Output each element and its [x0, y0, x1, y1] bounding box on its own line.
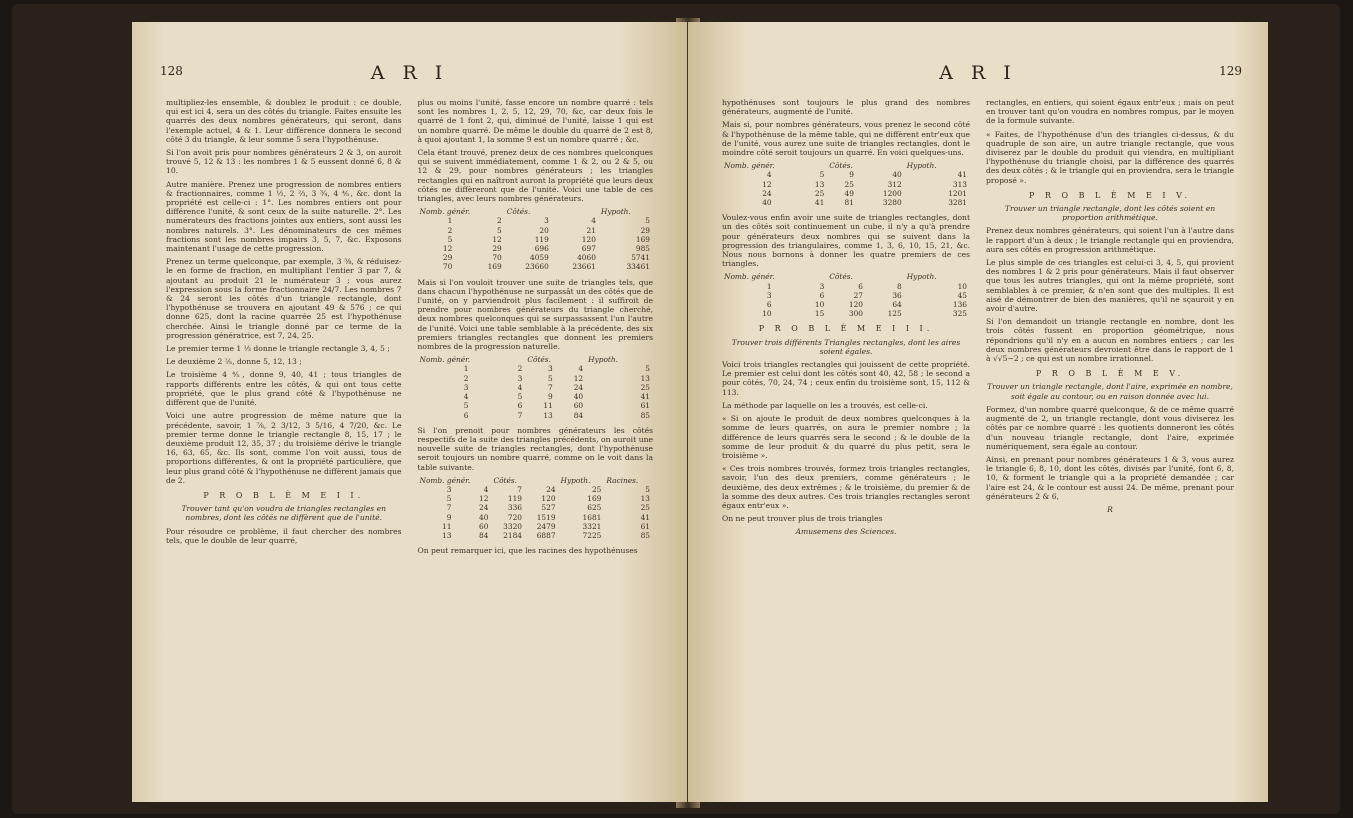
table-cell: 61 [640, 521, 650, 531]
table-cell: 4 [766, 170, 772, 180]
table-4 [722, 161, 970, 207]
table-cell: 33461 [626, 262, 650, 272]
table-cell: 6887 [536, 530, 556, 540]
table-cell: 11 [543, 401, 553, 411]
table-cell: 1200 [882, 188, 902, 198]
table-cell: 27 [853, 290, 863, 300]
paragraph: hypothénuses sont toujours le plus grand des nombres générateurs, augmenté de l'unité. [722, 98, 970, 117]
table-cell: 7 [517, 410, 523, 420]
paragraph: Mais si, pour nombres générateurs, vous prenez le second côté & l'hypothénuse de la même table, qui ne diffèrent entr'eux que de l'unité, vous aurez une suite de triangles rectangles, dont le moindre côté seroit toujours un quarré. En voici quelques-uns. [722, 120, 970, 158]
table-3 [418, 476, 654, 540]
table-cell: 325 [952, 309, 967, 319]
table-1 [418, 207, 654, 271]
book-spread [12, 4, 1340, 814]
paragraph: Mais si l'on vouloit trouver une suite de triangles tels, que dans chacun l'hypothénuse ne surpassât un des côtés que de l'unité, on y parviendroit plus facilement : il suffiroit de prendre pour nombres générateurs du triangle cherché, deux nombres quelconques qui se surpassassent l'un l'autre de l'unité. Voici une table semblable à la précédente, des six premiers triangles rectangles que donnent les premiers nombres de la progression naturelle. [417, 277, 653, 352]
table-header: Hypoth. [600, 207, 631, 217]
paragraph: Formez, d'un nombre quarré quelconque, & de ce même quarré augmenté de 2, un triangle rectangle, dont vous diviserez les côtés par ce nombre quarré : les quotients donneront les côtés d'un nouveau triangle rectangle, dont l'aire, exprimée numériquement, sera égale au contour. [986, 404, 1234, 451]
table-cell: 1 [463, 364, 469, 374]
paragraph: plus ou moins l'unité, fasse encore un nombre quarré : tels sont les nombres 1, 2, 5, 12, 29, 70, &c, car deux fois le quarré de 1 font 2, qui, diminué de l'unité, laisse 1 qui est un nombre quarré. De même le double du quarré de 2 est 8, à quoi ajoutant 1, la somme 9 est un nombre quarré ; &c. [417, 98, 653, 144]
table-cell: 985 [635, 244, 650, 254]
table-cell: 13 [814, 179, 825, 189]
table-cell: 15 [814, 309, 825, 319]
paragraph: Le deuxième 2 ⅖, donne 5, 12, 13 ; [166, 357, 302, 367]
table-cell: 85 [640, 410, 650, 420]
table-cell: 4059 [530, 253, 549, 263]
paragraph: multipliez-les ensemble, & doublez le produit : ce double, qui est ici 4, sera un des côtés du triangle. Faites ensuite les quarrés des deux nombres générateurs, qui seront, dans l'exemple actuel, 4 & 1. Leur différence donnera le second côté 3 du triangle, & leur somme 5 sera l'hypothénuse. [166, 98, 402, 144]
paragraph: Cela étant trouvé, prenez deux de ces nombres quelconques qui se suivent immédiatement, comme 1 & 2, ou 2 & 5, ou 12 & 29, pour nombres générateurs ; les triangles rectangles qui en naîtront auront la propriété que leurs deux côtés ne diffèreront que de l'unité. Voici une table de ces triangles, avec leurs nombres générateurs. [417, 148, 654, 204]
table-cell: 7225 [582, 530, 602, 540]
table-cell: 40 [573, 392, 584, 402]
table-cell: 49 [844, 188, 854, 198]
table-row [418, 244, 654, 253]
table-cell: 4 [591, 216, 596, 226]
table-cell: 9 [548, 392, 553, 402]
paragraph: Si l'on prenoit pour nombres générateurs les côtés respectifs de la suite des triangles précédents, on auroit une nouvelle suite de triangles rectangles, dont l'hypothénuse seroit toujours un nombre quarré, comme on le voit dans la table suivante. [417, 425, 653, 472]
table-cell: 25 [640, 382, 650, 392]
table-cell: 7 [446, 503, 452, 513]
table-row [722, 170, 970, 179]
table-cell: 300 [848, 309, 863, 319]
paragraph: Le troisième 4 ⅘, donne 9, 40, 41 ; tous triangles de rapports différents entre les côtés, & qui ont tous cette propriété, que le plus grand côté & l'hypothénuse ne diffèrent que de l'unité. [166, 370, 402, 408]
table-row [418, 494, 654, 503]
table-cell: 41 [814, 198, 825, 208]
table-cell: 29 [640, 225, 650, 235]
table-cell: 84 [573, 410, 584, 420]
table-header: Nomb. génér. [419, 207, 471, 217]
left-page-number: 128 [160, 64, 183, 78]
table-row [418, 216, 654, 225]
signature: Amusemens des Sciences. [795, 527, 897, 537]
table-cell: 3 [819, 281, 825, 291]
table-cell: 4 [463, 392, 469, 402]
table-5 [722, 272, 970, 318]
table-row [722, 309, 970, 318]
table-cell: 5 [447, 234, 453, 244]
table-row [722, 300, 970, 309]
table-cell: 1201 [948, 188, 967, 198]
table-cell: 697 [581, 244, 596, 254]
table-cell: 2 [517, 364, 523, 374]
paragraph: Ainsi, en prenant pour nombres générateurs 1 & 3, vous aurez le triangle 6, 8, 10, dont les côtés, divisés par l'unité, font 6, 8, 10, & forment le triangle qui a la propriété demandée ; car l'aire est 24, & le contour est aussi 24. De même, prenant pour générateurs 2 & 6, [986, 454, 1234, 501]
table-cell: 29 [442, 253, 453, 263]
table-cell: 3320 [503, 521, 522, 531]
table-cell: 5 [446, 494, 452, 504]
table-cell: 84 [479, 530, 489, 540]
table-2 [418, 355, 654, 419]
table-row [418, 235, 654, 244]
table-cell: 3321 [582, 521, 602, 531]
table-cell: 119 [534, 234, 549, 244]
problem-ii-statement: Trouver tant qu'on voudra de triangles rectangles en nombres, dont les côtés ne diffèrent que de l'unité. [181, 504, 387, 523]
table-cell: 45 [957, 290, 967, 300]
table-cell: 312 [887, 179, 902, 189]
table-cell: 25 [844, 179, 854, 189]
table-row [722, 198, 970, 207]
table-row [418, 485, 654, 494]
table-cell: 6 [463, 410, 469, 420]
table-cell: 25 [640, 503, 650, 513]
table-cell: 41 [640, 392, 650, 402]
table-row [418, 392, 654, 401]
table-cell: 61 [640, 401, 650, 411]
table-cell: 119 [507, 494, 522, 504]
table-cell: 527 [541, 503, 556, 513]
table-cell: 13 [442, 530, 452, 540]
paragraph: Pour résoudre ce problème, il faut chercher des nombres tels, que le double de leur quarré, [166, 526, 402, 545]
table-row [418, 522, 654, 531]
table-cell: 6 [858, 281, 863, 291]
table-cell: 3 [463, 382, 469, 392]
table-cell: 3 [446, 484, 452, 494]
problem-iii-statement: Trouver trois différents Triangles rectangles, dont les aires soient égales. [731, 337, 961, 356]
table-cell: 40 [892, 170, 902, 180]
table-header: Hypoth. [906, 272, 937, 282]
table-cell: 4 [578, 364, 584, 374]
table-cell: 10 [762, 309, 772, 319]
table-cell: 29 [492, 244, 502, 254]
table-row [418, 411, 654, 420]
table-header: Nomb. génér. [419, 355, 471, 365]
table-header: Côtés. [829, 272, 853, 282]
right-page-number: 129 [1219, 64, 1242, 78]
left-head-title: A R I [370, 62, 449, 84]
table-cell: 720 [507, 512, 522, 522]
table-cell: 12 [492, 234, 502, 244]
table-cell: 5 [645, 216, 650, 226]
right-head-title: A R I [939, 62, 1017, 84]
paragraph: Si l'on demandoit un triangle rectangle en nombre, dont les trois côtés fussent en proportion géométrique, nous répondrions qu'il n'y en a aucun en nombres entiers ; car les deux nombres générateurs devroient être dans le rapport de 1 à √√5−2 ; ce qui est un nombre irrationnel. [986, 317, 1234, 364]
paragraph: Voici trois triangles rectangles qui jouissent de cette propriété. Le premier est celui dont les côtés sont 40, 42, 58 ; le second a pour côtés, 70, 24, 74 ; ceux enfin du troisième sont, 15, 112 & 113. [722, 360, 970, 397]
table-cell: 7 [548, 382, 553, 392]
table-cell: 24 [546, 484, 556, 494]
paragraph: « Ces trois nombres trouvés, formez trois triangles rectangles, savoir, l'un des deux premiers, comme générateurs ; le deuxième, des deux extrêmes ; & le troisième, du premier & de la somme des deux autres. Ces trois triangles rectangles seront égaux entr'eux ». [722, 464, 970, 510]
table-cell: 81 [844, 198, 854, 208]
table-cell: 9 [849, 170, 854, 180]
paragraph: rectangles, en entiers, qui soient égaux entr'eux ; mais on peut en trouver tant qu'on voudra en nombres rompus, par le moyen de la formule suivante. [986, 98, 1234, 126]
right-running-head [722, 62, 1242, 98]
table-cell: 5741 [631, 253, 650, 263]
paragraph: Prenez un terme quelconque, par exemple, 3 ⅜, & réduisez-le en forme de fraction, en multipliant l'entier 3 par 7, & ajoutant au produit 21 le numérateur 3 ; vous aurez l'expression sous la forme fractionnaire 24/7. Les nombres 7 & 24 seront les côtés d'un triangle rectangle, dont l'hypothénuse se trouvera en ajoutant 49 & 576 ; ce qui donne 625, dont la racine quarrée 25 est l'hypothénuse cherchée. Ainsi le triangle donné par ce terme de la progression génératrice, est 7, 24, 25. [166, 257, 402, 340]
table-header: Côtés. [506, 207, 531, 217]
table-cell: 13 [640, 373, 650, 383]
table-cell: 2184 [503, 530, 522, 540]
table-cell: 3 [548, 364, 553, 374]
table-cell: 120 [541, 494, 556, 504]
table-cell: 7 [517, 484, 522, 494]
table-cell: 23661 [572, 262, 596, 272]
table-cell: 5 [497, 225, 502, 235]
table-cell: 5 [463, 401, 469, 411]
table-cell: 41 [957, 170, 967, 180]
table-row [418, 374, 654, 383]
table-cell: 1681 [582, 512, 602, 522]
table-cell: 313 [952, 179, 967, 189]
table-cell: 3 [766, 290, 772, 300]
table-cell: 85 [640, 530, 650, 540]
table-cell: 2 [447, 225, 453, 235]
table-row [418, 364, 654, 373]
paragraph: Autre manière. Prenez une progression de nombres entiers & fractionnaires, comme 1 ½, 2 ⅔, 3 ¾, 4 ⅘, &c. dont la propriété est celle-ci : 1°. Les nombres entiers ont pour différence l'unité, & sont ceux de la suite naturelle. 2°. Les numérateurs des fractions jointes aux entiers, sont aussi les nombres naturels. 3°. Les dénominateurs de ces mêmes fractions sont les nombres impairs 3, 5, 7, &c. Exposons maintenant l'usage de cette progression. [166, 179, 402, 254]
table-cell: 23660 [525, 262, 549, 272]
table-cell: 169 [635, 234, 650, 244]
table-cell: 40 [479, 512, 489, 522]
table-header: Côtés. [493, 475, 518, 485]
table-header: Côtés. [829, 161, 853, 171]
paragraph: Le premier terme 1 ⅓ donne le triangle rectangle 3, 4, 5 ; [166, 344, 390, 354]
table-cell: 10 [814, 300, 825, 310]
paragraph: Prenez deux nombres générateurs, qui soient l'un à l'autre dans le rapport d'un à deux ; le triangle rectangle qui en proviendra, aura ses côtés en progression arithmétique. [986, 226, 1234, 254]
problem-v-title: P R O B L È M E V. [1035, 369, 1185, 379]
table-cell: 3 [544, 216, 549, 226]
table-cell: 60 [479, 521, 489, 531]
table-cell: 120 [848, 300, 863, 310]
table-header: Côtés. [527, 355, 551, 365]
table-header: Hypoth. [560, 475, 591, 485]
table-cell: 25 [814, 188, 825, 198]
table-header: Hypoth. [906, 161, 937, 171]
table-cell: 36 [892, 290, 902, 300]
left-column-1 [166, 98, 402, 559]
table-cell: 336 [507, 503, 522, 513]
table-header: Racines. [606, 475, 639, 485]
left-column-2 [418, 98, 654, 559]
table-cell: 5 [645, 484, 650, 494]
table-cell: 5 [819, 170, 825, 180]
table-cell: 125 [887, 309, 902, 319]
table-cell: 24 [479, 503, 489, 513]
table-cell: 3280 [882, 198, 902, 208]
table-cell: 5 [517, 392, 523, 402]
table-cell: 3 [517, 373, 523, 383]
table-cell: 12 [762, 179, 772, 189]
table-cell: 696 [534, 244, 549, 254]
table-row [418, 513, 654, 522]
table-cell: 625 [587, 503, 602, 513]
table-cell: 21 [586, 225, 596, 235]
table-cell: 1 [766, 281, 772, 291]
table-cell: 3281 [948, 198, 967, 208]
table-row [418, 226, 654, 235]
problem-iii-title: P R O B L È M E I I I. [758, 324, 934, 334]
table-cell: 20 [539, 225, 549, 235]
table-cell: 10 [957, 281, 967, 291]
paragraph: On ne peut trouver plus de trois triangles [722, 514, 883, 524]
left-page [132, 22, 687, 802]
table-cell: 41 [640, 512, 650, 522]
paragraph: On peut remarquer ici, que les racines des hypothénuses [417, 546, 638, 556]
table-row [722, 189, 970, 198]
table-cell: 2 [463, 373, 469, 383]
table-cell: 169 [587, 494, 602, 504]
table-header: Nomb. génér. [724, 161, 775, 171]
paragraph: « Si on ajoute le produit de deux nombres quelconques à la somme de leurs quarrés, on aura le premier nombre ; la différence de leurs quarrés sera le second ; & le double de la somme de leur produit & du quarré du plus petit, sera le troisième ». [722, 414, 970, 460]
problem-iv-statement: Trouver un triangle rectangle, dont les côtés soient en proportion arithmétique. [1004, 204, 1216, 223]
table-cell: 24 [762, 188, 772, 198]
table-cell: 12 [442, 244, 453, 254]
table-cell: 2 [497, 216, 502, 226]
table-cell: 120 [581, 234, 596, 244]
table-cell: 70 [442, 262, 453, 272]
table-cell: 169 [487, 262, 502, 272]
problem-v-statement: Trouver un triangle rectangle, dont l'aire, exprimée en nombre, soit égale au contour, ou en raison donnée avec lui. [987, 382, 1233, 401]
table-cell: 6 [766, 300, 772, 310]
right-column-2 [986, 98, 1234, 541]
table-cell: 2479 [536, 521, 556, 531]
table-header: Hypoth. [588, 355, 619, 365]
table-cell: 6 [819, 290, 825, 300]
table-row [418, 401, 654, 410]
table-cell: 6 [517, 401, 523, 411]
table-cell: 12 [573, 373, 584, 383]
table-row [722, 291, 970, 300]
table-cell: 60 [573, 401, 584, 411]
table-cell: 12 [479, 494, 489, 504]
paragraph: Le plus simple de ces triangles est celui-ci 3, 4, 5, qui provient des nombres 1 & 2 pris pour générateurs. Mais il faut observer que tous les autres triangles, qui ont la même propriété, sont semblables à ce premier, & n'en sont que des multiples. Il est aisé de démontrer de bien des manières, qu'il ne sçauroit y en avoir d'autre. [986, 258, 1234, 314]
table-cell: 8 [897, 281, 902, 291]
table-row [418, 262, 654, 271]
table-row [418, 503, 654, 512]
paragraph: « Faites, de l'hypothénuse d'un des triangles ci-dessus, & du quadruple de son aire, un autre triangle rectangle, que vous diviserez par le double du produit qui viendra, en multipliant l'hypothénuse du triangle choisi, par la différence des quarrés des deux côtés ; & le triangle qui en proviendra, sera le triangle proposé ». [986, 129, 1234, 185]
table-row [418, 383, 654, 392]
table-row [722, 282, 970, 291]
paragraph: Si l'on avoit pris pour nombres générateurs 2 & 3, on auroit trouvé 5, 12 & 13 : les nombres 1 & 5 eussent donné 6, 8 & 10. [166, 148, 402, 176]
table-cell: 13 [640, 494, 650, 504]
table-cell: 70 [492, 253, 502, 263]
problem-ii-title: P R O B L È M E I I. [203, 490, 365, 500]
table-cell: 24 [573, 382, 584, 392]
table-cell: 5 [645, 364, 650, 374]
table-cell: 1519 [536, 512, 556, 522]
table-cell: 5 [548, 373, 553, 383]
table-cell: 4 [483, 484, 489, 494]
table-cell: 4 [517, 382, 523, 392]
table-cell: 11 [442, 521, 452, 531]
table-row [418, 253, 654, 262]
table-header: Nomb. génér. [724, 272, 775, 282]
table-cell: 25 [591, 484, 602, 494]
catchword: R [1107, 504, 1113, 514]
table-cell: 4060 [577, 253, 596, 263]
table-cell: 40 [762, 198, 772, 208]
table-cell: 13 [543, 410, 553, 420]
paragraph: Voulez-vous enfin avoir une suite de triangles rectangles, dont un des côtés soit continuement un cube, il n'y a qu'à prendre pour générateurs deux nombres qui se suivent dans la progression des triangulaires, comme 1, 3, 6, 10, 15, 21, &c. Nous nous bornons à donner les quatre premiers de ces triangles. [722, 213, 970, 269]
left-running-head [160, 62, 653, 98]
paragraph: Voici une autre progression de même nature que la précédente, savoir, 1 ⅞, 2 3/12, 3 5/16, 4 7/20, &c. Le premier terme donne le triangle rectangle 8, 15, 17 ; le deuxième produit 12, 35, 37 ; du troisième dérive le triangle 16, 63, 65, &c. Ils sont, comme l'on voit aussi, tous de proportions différentes, & ont la propriété particulière, que leur plus grand côté & l'hypothénuse ne diffèrent jamais que de 2. [166, 411, 402, 485]
table-cell: 64 [892, 300, 902, 310]
table-row [418, 531, 654, 540]
paragraph: La méthode par laquelle on les a trouvés, est celle-ci. [722, 400, 928, 410]
problem-iv-title: P R O B L È M E I V. [1029, 190, 1191, 200]
right-column-1 [722, 98, 970, 541]
table-header: Nomb. génér. [419, 475, 471, 485]
table-cell: 1 [447, 216, 453, 226]
table-row [722, 180, 970, 189]
right-page [688, 22, 1268, 802]
table-cell: 9 [446, 512, 452, 522]
table-cell: 136 [952, 300, 967, 310]
